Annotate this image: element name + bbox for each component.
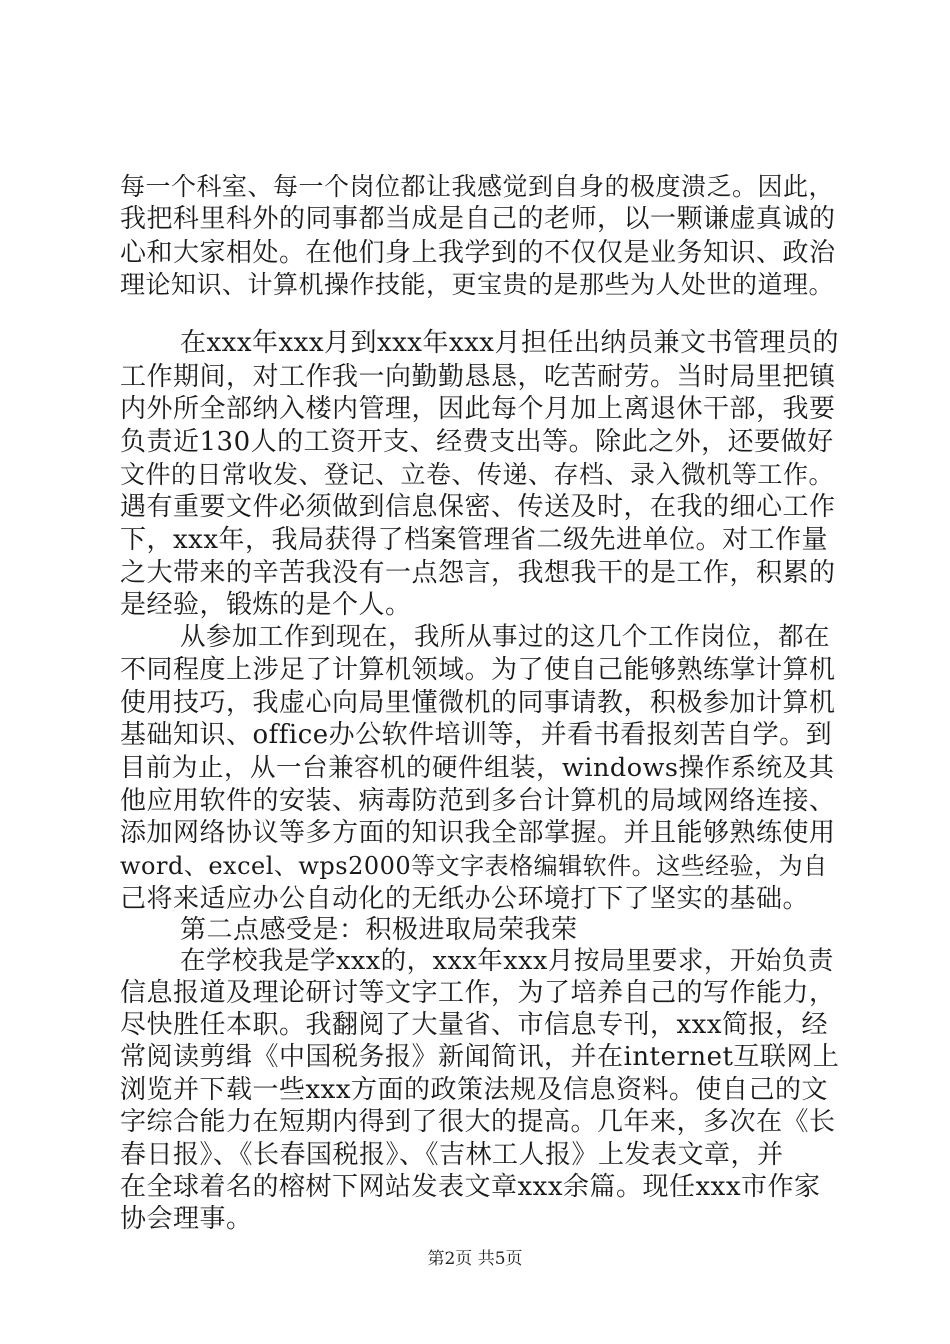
text-line: 使用技巧，我虚心向局里懂微机的同事请教，积极参加计算机	[120, 688, 836, 718]
text-line: 信息报道及理论研讨等文字工作，为了培养自己的写作能力，	[120, 978, 836, 1008]
text-line: 基础知识、office办公软件培训等，并看书看报刻苦自学。到	[120, 720, 833, 750]
text-line: 协会理事。	[120, 1204, 253, 1234]
page-number-footer: 第2页 共5页	[427, 1249, 523, 1269]
text-line: 是经验，锻炼的是个人。	[120, 590, 412, 620]
text-line: 负责近130人的工资开支、经费支出等。除此之外，还要做好	[120, 427, 834, 457]
text-line: 不同程度上涉足了计算机领域。为了使自己能够熟练掌计算机	[120, 655, 836, 685]
text-line: 内外所全部纳入楼内管理，因此每个月加上离退休干部，我要	[120, 394, 836, 424]
text-line: 在全球着名的榕树下网站发表文章xxx余篇。现任xxx市作家	[120, 1172, 821, 1202]
text-line: 工作期间，对工作我一向勤勤恳恳，吃苦耐劳。当时局里把镇	[120, 362, 836, 392]
text-line: 他应用软件的安装、病毒防范到多台计算机的局域网络连接、	[120, 786, 836, 816]
text-line: 理论知识、计算机操作技能，更宝贵的是那些为人处世的道理。	[120, 270, 835, 299]
text-line: word、excel、wps2000等文字表格编辑软件。这些经验，为自	[120, 852, 828, 880]
text-line: 每一个科室、每一个岗位都让我感觉到自身的极度溃乏。因此，	[120, 172, 835, 201]
text-line: 文件的日常收发、登记、立卷、传递、存档、录入微机等工作。	[120, 460, 835, 489]
text-line: 字综合能力在短期内得到了很大的提高。几年来，多次在《长	[120, 1107, 836, 1137]
text-line: 尽快胜任本职。我翻阅了大量省、市信息专刊，xxx简报，经	[120, 1010, 828, 1040]
text-line: 目前为止，从一台兼容机的硬件组装，windows操作系统及其	[120, 753, 835, 783]
text-line: 之大带来的辛苦我没有一点怨言，我想我干的是工作，积累的	[120, 558, 836, 588]
text-line: 添加网络协议等多方面的知识我全部掌握。并且能够熟练使用	[120, 818, 836, 848]
text-line: 心和大家相处。在他们身上我学到的不仅仅是业务知识、政治	[120, 238, 836, 268]
text-line: 遇有重要文件必须做到信息保密、传送及时，在我的细心工作	[120, 492, 836, 522]
text-line: 春日报》、《长春国税报》、《吉林工人报》上发表文章，并	[120, 1140, 784, 1170]
section-heading: 第二点感受是：积极进取局荣我荣	[180, 915, 578, 945]
text-line: 浏览并下载一些xxx方面的政策法规及信息资料。使自己的文	[120, 1075, 828, 1105]
text-line: 在xxx年xxx月到xxx年xxx月担任出纳员兼文书管理员的	[180, 328, 839, 358]
text-line: 常阅读剪缉《中国税务报》新闻简讯，并在internet互联网上	[120, 1042, 840, 1072]
text-line: 己将来适应办公自动化的无纸办公环境打下了坚实的基础。	[120, 884, 810, 914]
text-line: 在学校我是学xxx的，xxx年xxx月按局里要求，开始负责	[180, 946, 834, 976]
text-line: 下，xxx年，我局获得了档案管理省二级先进单位。对工作量	[120, 525, 828, 555]
text-line: 从参加工作到现在，我所从事过的这几个工作岗位，都在	[180, 622, 831, 652]
text-line: 我把科里科外的同事都当成是自己的老师，以一颗谦虚真诚的	[120, 204, 836, 234]
